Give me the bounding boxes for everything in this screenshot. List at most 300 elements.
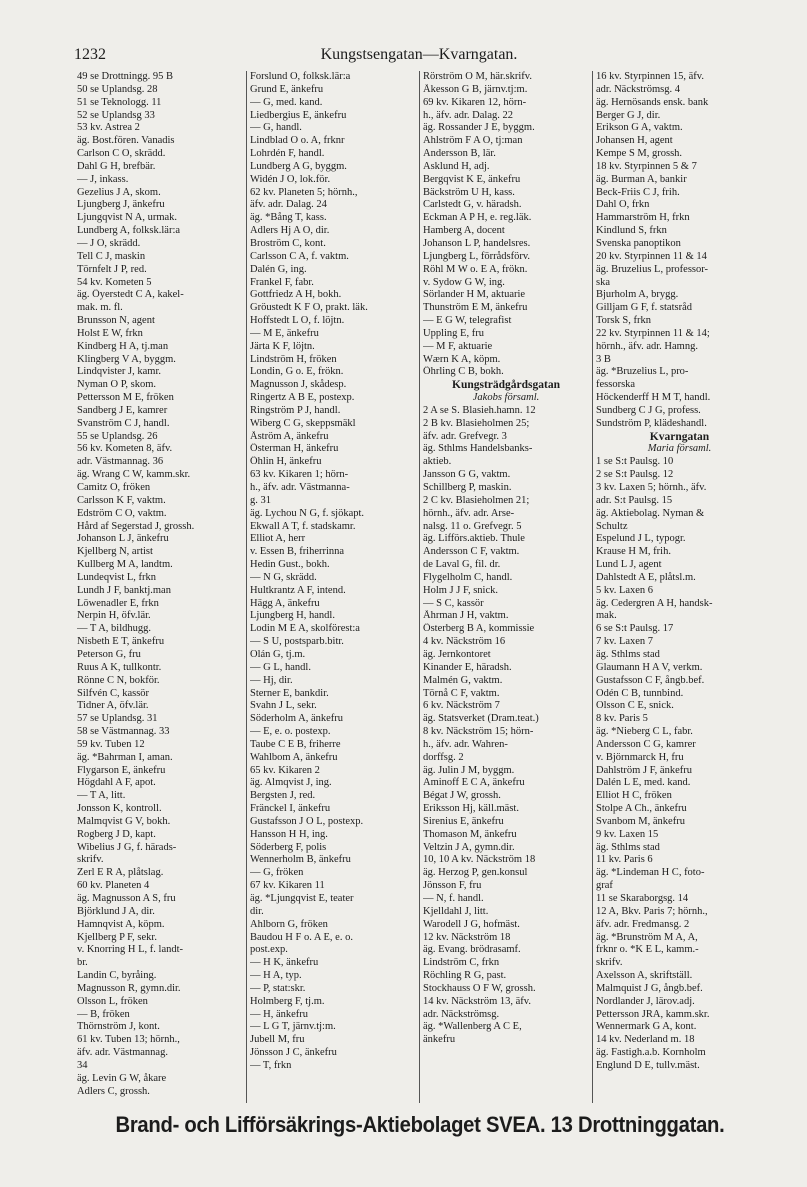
- directory-entry: 16 kv. Styrpinnen 15, äfv.: [596, 71, 704, 82]
- directory-entry: äg. *Bahrman I, aman.: [77, 751, 173, 763]
- directory-entry: Bergsten J, red.: [250, 790, 316, 802]
- directory-entry: äfv. adr. Fredmansg. 2: [596, 918, 690, 930]
- directory-entry: adr. S:t Paulsg. 15: [596, 494, 673, 506]
- directory-entry: Wibelius J G, f. härads-: [77, 841, 177, 853]
- directory-entry: Veltzin J A, gymn.dir.: [423, 841, 515, 853]
- directory-entry: — G, handl.: [250, 122, 302, 134]
- directory-entry: Rönne C N, bokför.: [77, 674, 160, 686]
- directory-entry: Ekwall A T, f. stadskamr.: [250, 520, 356, 532]
- directory-entry: Schultz: [596, 520, 628, 532]
- directory-entry: post.exp.: [250, 944, 288, 956]
- directory-entry: Adlers Hj A O, dir.: [250, 225, 330, 237]
- directory-entry: graf: [596, 880, 613, 892]
- directory-entry: Ljungberg J, änkefru: [77, 199, 165, 211]
- directory-entry: Stockhauss O F W, grossh.: [423, 982, 536, 994]
- directory-entry: Magnusson J, skådesp.: [250, 379, 347, 391]
- directory-entry: Olán G, tj.m.: [250, 648, 306, 660]
- directory-entry: g. 31: [250, 494, 271, 506]
- directory-entry: Jonsson K, kontroll.: [77, 803, 162, 815]
- directory-columns: [74, 71, 766, 1103]
- directory-entry: Axelsson A, skriftställ.: [596, 970, 693, 982]
- directory-entry: 12 A, Bkv. Paris 7; hörnh.,: [596, 905, 708, 917]
- directory-entry: Malmqvist G V, bokh.: [77, 815, 171, 827]
- directory-entry: 20 kv. Styrpinnen 11 & 14: [596, 250, 707, 262]
- directory-entry: Öhlin H, änkefru: [250, 456, 322, 468]
- directory-entry: Carlstedt G, v. häradsh.: [423, 199, 522, 211]
- directory-entry: Magnusson R, gymn.dir.: [77, 982, 181, 994]
- directory-entry: Hård af Segerstad J, grossh.: [77, 520, 195, 532]
- directory-entry: Hamberg A, docent: [423, 225, 505, 237]
- directory-column-4: [593, 71, 766, 1103]
- directory-entry: adr. Västmannag. 36: [77, 456, 164, 468]
- directory-entry: 6 se S:t Paulsg. 17: [596, 623, 674, 635]
- directory-entry: 49 se Drottningg. 95 B: [77, 71, 173, 82]
- directory-entry: Hoffstedt L O, f. löjtn.: [250, 315, 345, 327]
- directory-entry: 60 kv. Planeten 4: [77, 880, 150, 892]
- directory-entry: Edström C O, vaktm.: [77, 507, 167, 519]
- directory-entry: Åhrman J H, vaktm.: [423, 610, 509, 622]
- directory-entry: Nisbeth E T, änkefru: [77, 636, 165, 648]
- advertisement-banner: Brand- och Lifförsäkrings-Aktiebolaget SVEA. 13 Drottninggatan.: [115, 1112, 725, 1137]
- directory-entry: Lund L J, agent: [596, 559, 662, 571]
- directory-column-3: [420, 71, 593, 1103]
- directory-entry: äg. *Bruzelius L, pro-: [596, 366, 689, 378]
- directory-entry: Wahlbom A, änkefru: [250, 751, 338, 763]
- directory-entry: Höckenderff H M T, handl.: [596, 392, 711, 404]
- directory-entry: h., äfv. adr. Dalag. 22: [423, 109, 513, 121]
- directory-entry: äg. Cedergren A H, handsk-: [596, 597, 713, 609]
- directory-entry: — N G, skrädd.: [250, 571, 317, 583]
- directory-entry: Wennerholm B, änkefru: [250, 854, 351, 866]
- directory-entry: Torsk S, frkn: [596, 315, 651, 327]
- directory-entry: äg. Sthlms stad: [596, 648, 660, 660]
- directory-entry: äg. Bost.fören. Vanadis: [77, 135, 175, 147]
- directory-entry: Kjelldahl J, litt.: [423, 905, 489, 917]
- directory-entry: Österman H, änkefru: [250, 443, 339, 455]
- directory-entry: Lindqvister J, kamr.: [77, 366, 161, 378]
- directory-entry: Rörström O M, här.skrifv.: [423, 71, 532, 82]
- directory-entry: — B, fröken: [77, 1008, 130, 1020]
- directory-entry: Olsson C E, snick.: [596, 700, 674, 712]
- directory-entry: Olsson L, fröken: [77, 995, 148, 1007]
- directory-entry: Hammarström H, frkn: [596, 212, 690, 224]
- directory-entry: Thunström E M, änkefru: [423, 302, 528, 314]
- directory-entry: Jubell M, fru: [250, 1034, 305, 1046]
- directory-entry: adr. Näckströmsg. 4: [596, 83, 680, 95]
- directory-entry: 55 se Uplandsg. 26: [77, 430, 158, 442]
- directory-entry: 8 kv. Paris 5: [596, 713, 648, 725]
- directory-entry: Gottfriedz A H, bokh.: [250, 289, 342, 301]
- directory-entry: 61 kv. Tuben 13; hörnh.,: [77, 1034, 180, 1046]
- directory-entry: äg. Rossander J E, byggm.: [423, 122, 535, 134]
- directory-entry: Björklund J A, dir.: [77, 905, 155, 917]
- directory-entry: Thomason M, änkefru: [423, 828, 517, 840]
- directory-entry: h., äfv. adr. Wahren-: [423, 738, 508, 750]
- directory-entry: Andersson B, lär.: [423, 148, 496, 160]
- directory-entry: Lindström C, frkn: [423, 957, 500, 969]
- directory-entry: v. Knorring H L, f. landt-: [77, 944, 184, 956]
- directory-entry: Forslund O, folksk.lär:a: [250, 71, 351, 82]
- directory-entry: äg. *Wallenberg A C E,: [423, 1021, 522, 1033]
- directory-entry: Johanson L P, handelsres.: [423, 237, 531, 249]
- page-number: 1232: [74, 46, 106, 63]
- directory-entry: Sandberg J E, kamrer: [77, 404, 168, 416]
- directory-entry: Jönsson J C, änkefru: [250, 1047, 337, 1059]
- directory-entry: 53 kv. Astrea 2: [77, 122, 140, 134]
- directory-entry: 63 kv. Kikaren 1; hörn-: [250, 469, 349, 481]
- directory-entry: Svanström C J, handl.: [77, 417, 170, 429]
- page-header: [74, 46, 764, 68]
- directory-entry: — T, frkn: [250, 1059, 292, 1071]
- directory-entry: Andersson C G, kamrer: [596, 738, 696, 750]
- directory-entry: Andersson C F, vaktm.: [423, 546, 520, 558]
- directory-entry: Gröustedt K F O, prakt. läk.: [250, 302, 368, 314]
- directory-entry: — G, med. kand.: [250, 96, 323, 108]
- directory-entry: Krause H M, frih.: [596, 546, 671, 558]
- directory-entry: Silfvén C, kassör: [77, 687, 150, 699]
- directory-entry: äg. *Lindeman H C, foto-: [596, 867, 705, 879]
- directory-entry: Carlsson K F, vaktm.: [77, 494, 166, 506]
- directory-entry: 2 B kv. Blasieholmen 25;: [423, 417, 530, 429]
- directory-entry: Hedin Gust., bokh.: [250, 559, 330, 571]
- directory-entry: 50 se Uplandsg. 28: [77, 83, 158, 95]
- directory-entry: Wiberg C G, skeppsmäkl: [250, 417, 356, 429]
- directory-entry: Dahl O, frkn: [596, 199, 650, 211]
- directory-entry: 59 kv. Tuben 12: [77, 738, 145, 750]
- directory-entry: Dalén G, ing.: [250, 263, 307, 275]
- directory-entry: Svahn J L, sekr.: [250, 700, 317, 712]
- directory-entry: 6 kv. Näckström 7: [423, 700, 500, 712]
- directory-entry: — H K, änkefru: [250, 957, 319, 969]
- directory-entry: äg. Wrang C W, kamm.skr.: [77, 469, 191, 481]
- directory-entry: Högdahl A F, apot.: [77, 777, 156, 789]
- directory-entry: Ringertz A B E, postexp.: [250, 392, 355, 404]
- directory-entry: Ahlström F A O, tj:man: [423, 135, 523, 147]
- directory-entry: Flygelholm C, handl.: [423, 571, 513, 583]
- directory-entry: Sterner E, bankdir.: [250, 687, 329, 699]
- directory-entry: Nyman O P, skom.: [77, 379, 157, 391]
- directory-entry: — E, e. o. postexp.: [250, 726, 331, 738]
- directory-entry: 4 kv. Näckström 16: [423, 636, 506, 648]
- directory-entry: äg. *Bång T, kass.: [250, 212, 327, 224]
- directory-entry: Baudou H F o. A E, e. o.: [250, 931, 353, 943]
- directory-entry: Fränckel I, änkefru: [250, 803, 331, 815]
- directory-entry: Lundh J F, banktj.man: [77, 584, 171, 596]
- directory-entry: äg. Herzog P, gen.konsul: [423, 867, 528, 879]
- directory-entry: Åström A, änkefru: [250, 430, 329, 442]
- directory-entry: Malmén G, vaktm.: [423, 674, 503, 686]
- directory-entry: äg. *Ljungqvist E, teater: [250, 893, 354, 904]
- directory-entry: Eckman A P H, e. reg.läk.: [423, 212, 532, 224]
- directory-entry: — H A, typ.: [250, 970, 302, 982]
- directory-entry: Johansen H, agent: [596, 135, 673, 147]
- directory-entry: 11 kv. Paris 6: [596, 854, 653, 866]
- directory-entry: 14 kv. Nederland m. 18: [596, 1034, 695, 1046]
- directory-entry: 3 B: [596, 353, 611, 365]
- directory-entry: Österberg B A, kommissie: [423, 623, 535, 635]
- directory-entry: äg. Lychou N G, f. sjökapt.: [250, 507, 365, 519]
- directory-entry: skrifv.: [77, 854, 104, 866]
- directory-entry: 51 se Teknologg. 11: [77, 96, 162, 108]
- directory-entry: Espelund J L, typogr.: [596, 533, 686, 545]
- directory-entry: Lundeqvist L, frkn: [77, 571, 157, 583]
- directory-entry: Sundström P, klädeshandl.: [596, 417, 707, 429]
- directory-entry: 22 kv. Styrpinnen 11 & 14;: [596, 327, 710, 339]
- directory-entry: — Hj, dir.: [250, 674, 293, 686]
- directory-entry: Söderberg F, polis: [250, 841, 327, 853]
- directory-entry: Röhl M W o. E A, frökn.: [423, 263, 528, 275]
- directory-entry: Malmquist J G, ångb.bef.: [596, 982, 703, 994]
- directory-entry: Lundberg A G, byggm.: [250, 160, 347, 172]
- directory-entry: 56 kv. Kometen 8, äfv.: [77, 443, 173, 455]
- directory-entry: adr. Näckströmsg.: [423, 1008, 500, 1020]
- directory-entry: Kullberg M A, landtm.: [77, 559, 173, 571]
- directory-entry: 10, 10 A kv. Näckström 18: [423, 854, 536, 866]
- directory-entry: Lohrdén F, handl.: [250, 148, 325, 160]
- directory-entry: Törnå C F, vaktm.: [423, 687, 500, 699]
- directory-entry: Dahl G H, brefbär.: [77, 160, 156, 172]
- directory-entry: Johanson L J, änkefru: [77, 533, 169, 545]
- directory-entry: Odén C B, tunnbind.: [596, 687, 684, 699]
- directory-entry: Gustafsson J O L, postexp.: [250, 815, 364, 827]
- directory-entry: Wennermark G A, kont.: [596, 1021, 697, 1033]
- directory-entry: äg. Hernösands ensk. bank: [596, 96, 709, 108]
- directory-entry: Glaumann H A V, verkm.: [596, 661, 703, 673]
- directory-entry: Ljungqvist N A, urmak.: [77, 212, 178, 224]
- directory-entry: Dahlström J F, änkefru: [596, 764, 692, 776]
- directory-entry: 11 se Skaraborgsg. 14: [596, 893, 689, 904]
- directory-entry: äg. Burman A, bankir: [596, 173, 687, 185]
- directory-entry: hörnh., äfv. adr. Hamng.: [596, 340, 698, 352]
- directory-entry: Eriksson Hj, käll.mäst.: [423, 803, 519, 815]
- directory-entry: Flygarson E, änkefru: [77, 764, 166, 776]
- directory-entry: Dahlstedt A E, plåtsl.m.: [596, 571, 696, 583]
- directory-entry: äfv. adr. Grefvegr. 3: [423, 430, 507, 442]
- directory-entry: — N, f. handl.: [423, 893, 484, 904]
- directory-entry: äg. Levin G W, åkare: [77, 1072, 167, 1084]
- directory-entry: Gezelius J A, skom.: [77, 186, 161, 198]
- directory-column-1: [74, 71, 247, 1103]
- directory-entry: Hultkrantz A F, intend.: [250, 584, 346, 596]
- directory-entry: mak.: [596, 610, 617, 622]
- directory-entry: Ljungberg H, handl.: [250, 610, 335, 622]
- directory-entry: Bégat J W, grossh.: [423, 790, 501, 802]
- directory-entry: Holst E W, frkn: [77, 327, 143, 339]
- directory-entry: 65 kv. Kikaren 2: [250, 764, 320, 776]
- directory-entry: Kvarngatan: [649, 430, 710, 443]
- directory-entry: Sundberg C J G, profess.: [596, 404, 701, 416]
- directory-entry: 12 kv. Näckström 18: [423, 931, 511, 943]
- directory-entry: Frankel F, fabr.: [250, 276, 314, 288]
- directory-entry: ska: [596, 276, 610, 288]
- directory-entry: Maria församl.: [647, 443, 712, 455]
- directory-entry: — G, fröken: [250, 867, 304, 879]
- directory-entry: Wærn K A, köpm.: [423, 353, 501, 365]
- directory-entry: — T A, litt.: [77, 790, 126, 802]
- directory-entry: äg. Evang. brödrasamf.: [423, 944, 521, 956]
- directory-entry: 54 kv. Kometen 5: [77, 276, 152, 288]
- directory-entry: dorffsg. 2: [423, 751, 464, 763]
- directory-entry: Uppling E, fru: [423, 327, 484, 339]
- directory-entry: Kindlund S, frkn: [596, 225, 667, 237]
- directory-entry: 5 kv. Laxen 6: [596, 584, 654, 596]
- directory-entry: Brunsson N, agent: [77, 315, 155, 327]
- directory-entry: — M E, änkefru: [250, 327, 319, 339]
- directory-entry: 9 kv. Laxen 15: [596, 828, 659, 840]
- directory-entry: h., äfv. adr. Västmanna-: [250, 482, 350, 493]
- directory-entry: 58 se Västmannag. 33: [77, 726, 170, 738]
- directory-entry: 7 kv. Laxen 7: [596, 636, 654, 648]
- directory-entry: äfv. adr. Dalag. 24: [250, 199, 327, 211]
- directory-entry: 34: [77, 1059, 88, 1071]
- directory-entry: — H, änkefru: [250, 1008, 309, 1020]
- directory-entry: hörnh., äfv. adr. Arse-: [423, 507, 515, 519]
- directory-entry: äg. Sthlms Handelsbanks-: [423, 443, 533, 455]
- directory-entry: — T A, bildhugg.: [77, 623, 151, 635]
- directory-entry: Zerl E R A, plåtslag.: [77, 867, 164, 879]
- directory-entry: Tidner A, öfv.lär.: [77, 700, 149, 712]
- directory-entry: Thörnström J, kont.: [77, 1021, 160, 1033]
- directory-entry: Pettersson JRA, kamm.skr.: [596, 1008, 710, 1020]
- directory-entry: — S U, postsparb.bitr.: [250, 636, 344, 648]
- directory-entry: v. Björnmarck H, fru: [596, 751, 684, 763]
- directory-entry: Jönsson F, fru: [423, 880, 482, 892]
- directory-entry: aktieb.: [423, 456, 452, 468]
- directory-entry: Rogberg J D, kapt.: [77, 828, 156, 840]
- directory-entry: äg. Sthlms stad: [596, 841, 660, 853]
- directory-entry: äg. Öyerstedt C A, kakel-: [77, 289, 184, 301]
- directory-entry: 67 kv. Kikaren 11: [250, 880, 325, 892]
- directory-entry: Jakobs församl.: [472, 392, 540, 404]
- directory-entry: 18 kv. Styrpinnen 5 & 7: [596, 160, 697, 172]
- directory-entry: äg. Fastigh.a.b. Kornholm: [596, 1047, 706, 1059]
- directory-entry: Lundberg A, folksk.lär:a: [77, 225, 181, 237]
- directory-entry: Carlsson C A, f. vaktm.: [250, 250, 349, 262]
- directory-entry: br.: [77, 957, 88, 969]
- directory-entry: — J O, skrädd.: [77, 237, 141, 249]
- directory-entry: Warodell J G, hofmäst.: [423, 918, 520, 930]
- directory-entry: Londin, G o. E, frökn.: [250, 366, 344, 378]
- directory-entry: Elliot A, herr: [250, 533, 306, 545]
- directory-entry: Sörlander H M, aktuarie: [423, 289, 526, 301]
- directory-entry: Hägg A, änkefru: [250, 597, 320, 609]
- directory-entry: Åkesson G B, järnv.tj:m.: [423, 83, 528, 95]
- directory-entry: frknr o. *K E L, kamm.-: [596, 944, 699, 956]
- directory-entry: 57 se Uplandsg. 31: [77, 713, 158, 725]
- directory-entry: Klingberg V A, byggm.: [77, 353, 176, 365]
- directory-entry: Kinander E, häradsh.: [423, 661, 512, 673]
- directory-entry: Löwenadler E, frkn: [77, 597, 159, 609]
- directory-entry: Svenska panoptikon: [596, 237, 681, 249]
- directory-column-2: [247, 71, 420, 1103]
- directory-entry: äg. Bruzelius L, professor-: [596, 263, 709, 275]
- directory-entry: Bäckström U H, kass.: [423, 186, 515, 198]
- directory-entry: Kjellberg N, artist: [77, 546, 153, 558]
- directory-entry: Broström C, kont.: [250, 237, 326, 249]
- directory-entry: Järta K F, löjtn.: [250, 340, 315, 352]
- directory-entry: Kempe S M, grossh.: [596, 148, 683, 160]
- directory-entry: Tell C J, maskin: [77, 250, 146, 262]
- directory-entry: Lindblad O o. A, frknr: [250, 135, 345, 147]
- directory-entry: äg. Jernkontoret: [423, 648, 491, 660]
- directory-entry: äfv. adr. Västmannag.: [77, 1047, 168, 1059]
- directory-entry: 2 se S:t Paulsg. 12: [596, 469, 674, 481]
- directory-entry: Elliot H C, fröken: [596, 790, 672, 802]
- directory-entry: 62 kv. Planeten 5; hörnh.,: [250, 186, 358, 198]
- directory-entry: äg. Aktiebolag. Nyman &: [596, 507, 705, 519]
- directory-entry: Holm J J F, snick.: [423, 584, 499, 596]
- directory-entry: Asklund H, adj.: [423, 160, 490, 172]
- running-title: Kungstsengatan—Kvarngatan.: [320, 46, 518, 63]
- directory-entry: Carlson C O, skrädd.: [77, 148, 166, 160]
- directory-entry: Erikson G A, vaktm.: [596, 122, 683, 134]
- directory-entry: Dalén L E, med. kand.: [596, 777, 691, 789]
- directory-entry: Jansson G G, vaktm.: [423, 469, 511, 481]
- directory-entry: Hansson H H, ing.: [250, 828, 328, 840]
- directory-entry: 14 kv. Näckström 13, äfv.: [423, 995, 531, 1007]
- directory-entry: äg. Lifförs.aktieb. Thule: [423, 533, 525, 545]
- directory-entry: Hamnqvist A, köpm.: [77, 918, 165, 930]
- directory-entry: Peterson G, fru: [77, 648, 141, 660]
- directory-entry: — S C, kassör: [423, 597, 484, 609]
- directory-entry: Kjellberg P F, sekr.: [77, 931, 157, 943]
- directory-entry: Stolpe A Ch., änkefru: [596, 803, 687, 815]
- directory-entry: äg. Almqvist J, ing.: [250, 777, 332, 789]
- directory-entry: Bergqvist K E, änkefru: [423, 173, 521, 185]
- directory-entry: Gilljam G F, f. statsråd: [596, 302, 692, 314]
- directory-entry: Widén J O, lok.för.: [250, 173, 331, 185]
- directory-entry: äg. Magnusson A S, fru: [77, 893, 176, 904]
- directory-entry: änkefru: [423, 1034, 456, 1046]
- directory-entry: Gustafsson C F, ångb.bef.: [596, 674, 705, 686]
- directory-entry: v. Essen B, friherrinna: [250, 546, 345, 558]
- directory-entry: 3 kv. Laxen 5; hörnh., äfv.: [596, 482, 707, 493]
- directory-entry: Pettersson M E, fröken: [77, 392, 174, 404]
- directory-entry: Aminoff E C A, änkefru: [423, 777, 525, 789]
- directory-entry: — L G T, järnv.tj:m.: [250, 1021, 336, 1033]
- directory-entry: dir.: [250, 905, 264, 917]
- directory-entry: Bjurholm A, brygg.: [596, 289, 679, 301]
- directory-entry: Ljungberg L, förrådsförv.: [423, 250, 531, 262]
- directory-entry: Söderholm A, änkefru: [250, 713, 344, 725]
- directory-entry: 52 se Uplandsg 33: [77, 109, 155, 121]
- directory-entry: äg. Statsverket (Dram.teat.): [423, 713, 539, 725]
- directory-entry: Svanbom M, änkefru: [596, 815, 685, 827]
- directory-entry: skrifv.: [596, 957, 623, 969]
- directory-entry: Berger G J, dir.: [596, 109, 661, 121]
- directory-entry: nalsg. 11 o. Grefvegr. 5: [423, 520, 522, 532]
- directory-entry: Nordlander J, lärov.adj.: [596, 995, 695, 1007]
- directory-entry: Beck-Friis C J, frih.: [596, 186, 680, 198]
- directory-entry: Kindberg H A, tj.man: [77, 340, 169, 352]
- directory-entry: Taube C E B, friherre: [250, 738, 341, 750]
- directory-entry: äg. Julin J M, byggm.: [423, 764, 515, 776]
- directory-entry: 2 A se S. Blasieh.hamn. 12: [423, 404, 536, 416]
- directory-entry: 2 C kv. Blasieholmen 21;: [423, 494, 530, 506]
- directory-entry: Törnfelt J P, red.: [77, 263, 147, 275]
- directory-entry: 69 kv. Kikaren 12, hörn-: [423, 96, 527, 108]
- directory-entry: — J, inkass.: [77, 173, 129, 185]
- directory-entry: — P, stat:skr.: [250, 982, 306, 994]
- directory-entry: 8 kv. Näckström 15; hörn-: [423, 726, 534, 738]
- directory-entry: fessorska: [596, 379, 636, 391]
- directory-entry: Öhrling C B, bokh.: [423, 366, 504, 378]
- directory-entry: Lodin M E A, skolförest:a: [250, 623, 360, 635]
- directory-entry: Röchling R G, past.: [423, 970, 507, 982]
- directory-entry: äg. *Nieberg C L, fabr.: [596, 726, 693, 738]
- directory-entry: mak. m. fl.: [77, 302, 123, 314]
- directory-entry: — E G W, telegrafist: [423, 315, 512, 327]
